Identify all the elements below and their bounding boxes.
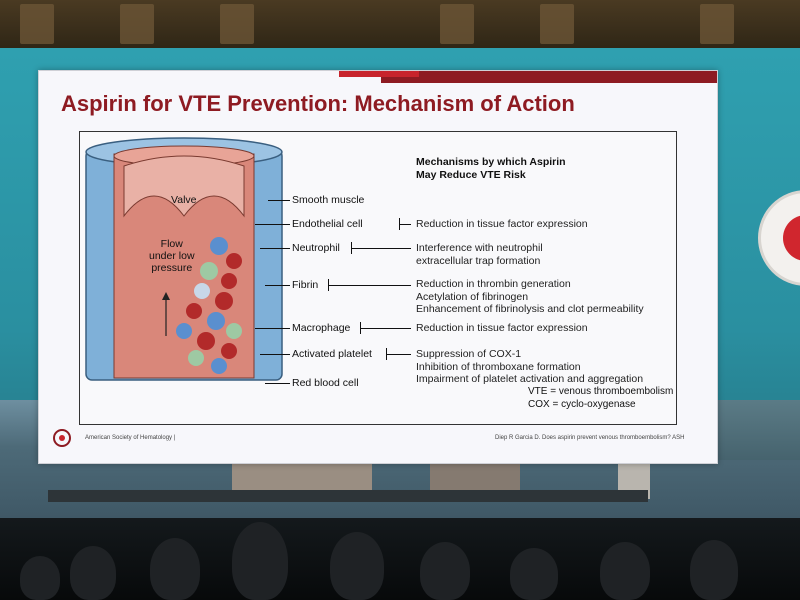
mechanism-line: Reduction in tissue factor expression — [416, 218, 588, 230]
mechanism-neutrophil — [416, 242, 543, 267]
ceiling-panel — [220, 4, 254, 44]
row-label-fibrin: Fibrin — [292, 279, 319, 291]
mechanism-macrophage — [416, 322, 588, 335]
bracket-line — [328, 285, 411, 286]
mechanism-endothelial — [416, 218, 588, 231]
presentation-slide — [38, 70, 718, 464]
ceiling-panel — [20, 4, 54, 44]
pier — [48, 490, 648, 502]
row-label-smooth-muscle: Smooth muscle — [292, 194, 365, 206]
mechanism-line: Impairment of platelet activation and aggregation — [416, 373, 644, 385]
audience-head — [70, 546, 116, 600]
flow-label-line: pressure — [151, 262, 193, 274]
valve-label: Valve — [171, 194, 197, 206]
mechanism-line: Acetylation of fibrinogen — [416, 290, 529, 303]
mechanisms-heading-line: May Reduce VTE Risk — [416, 169, 526, 181]
bracket-line — [386, 354, 411, 355]
leader-line — [265, 285, 290, 286]
bracket-line — [351, 248, 411, 249]
leader-line — [255, 328, 290, 329]
row-label-activated-platelet: Activated platelet — [292, 348, 372, 360]
mechanism-line: Interference with neutrophil — [416, 242, 543, 254]
leader-line — [265, 383, 290, 384]
city-skyline — [718, 400, 800, 460]
row-label-macrophage: Macrophage — [292, 322, 351, 334]
audience-head — [420, 542, 470, 600]
mechanism-line: Reduction in tissue factor expression — [416, 322, 588, 334]
ash-logo-dot — [59, 435, 65, 441]
audience-head — [690, 540, 738, 600]
leader-line — [268, 200, 290, 201]
mechanism-line: Reduction in thrombin generation — [416, 278, 571, 290]
audience-head — [232, 522, 288, 600]
mechanism-figure — [79, 131, 677, 425]
ceiling-panel — [540, 4, 574, 44]
abbreviation-line: COX = cyclo-oxygenase — [528, 398, 636, 410]
slide-accent-bar — [381, 71, 717, 83]
footer-organization: American Society of Hematology | — [85, 435, 176, 441]
row-label-neutrophil: Neutrophil — [292, 242, 340, 254]
mechanisms-heading — [416, 156, 566, 182]
mechanisms-heading-line: Mechanisms by which Aspirin — [416, 156, 566, 168]
audience-head — [600, 542, 650, 600]
ceiling — [0, 0, 800, 48]
mechanism-line: Enhancement of fibrinolysis and clot permeability — [416, 303, 644, 315]
leader-line — [260, 248, 290, 249]
footer-citation: Diep R Garcia D. Does aspirin prevent venous thromboembolism? ASH — [495, 435, 685, 441]
mechanism-platelet — [416, 348, 643, 386]
ceiling-panel — [120, 4, 154, 44]
ceiling-panel — [700, 4, 734, 44]
ash-logo-icon — [53, 429, 71, 447]
audience-head — [510, 548, 558, 600]
mechanism-line: Inhibition of thromboxane formation — [416, 360, 581, 373]
leader-line — [260, 354, 290, 355]
audience-head — [150, 538, 200, 600]
bracket-line — [399, 224, 411, 225]
slide-accent-bar — [339, 71, 419, 77]
mechanism-line: extracellular trap formation — [416, 254, 541, 267]
logo-ring — [783, 215, 800, 261]
bracket-line — [360, 328, 411, 329]
leader-line — [255, 224, 290, 225]
flow-label-line: under low — [149, 250, 195, 262]
audience — [0, 518, 800, 600]
abbreviations — [528, 386, 673, 411]
flow-label-line: Flow — [160, 238, 183, 250]
mechanism-fibrin — [416, 278, 644, 316]
ceiling-panel — [440, 4, 474, 44]
slide-title: Aspirin for VTE Prevention: Mechanism of Action — [61, 91, 575, 116]
row-label-endothelial-cell: Endothelial cell — [292, 218, 363, 230]
abbreviation-line: VTE = venous thromboembolism — [528, 386, 674, 397]
audience-head — [330, 532, 384, 600]
row-label-red-blood-cell: Red blood cell — [292, 377, 359, 389]
flow-label — [149, 238, 195, 274]
mechanism-line: Suppression of COX-1 — [416, 348, 522, 360]
audience-head — [20, 556, 60, 600]
